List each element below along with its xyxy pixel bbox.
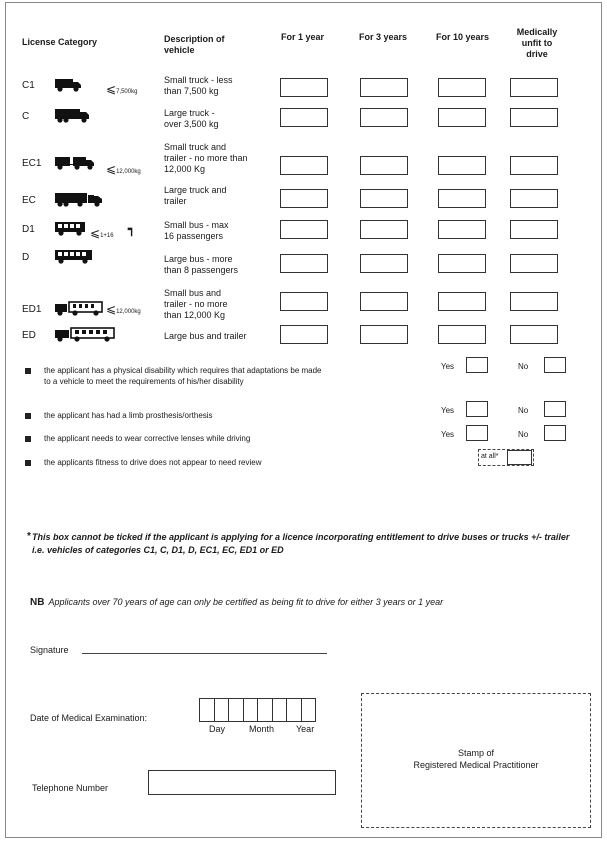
- header-description-line1: Description of: [164, 34, 225, 44]
- lenses-yes-checkbox[interactable]: [466, 425, 488, 441]
- signature-label: Signature: [30, 645, 69, 655]
- checkbox-3-years[interactable]: [360, 78, 408, 97]
- category-code: EC1: [22, 158, 42, 169]
- checkbox-10-years[interactable]: [438, 325, 486, 344]
- header-3-years: For 3 years: [359, 32, 408, 42]
- footnote-star: *: [27, 531, 31, 542]
- checkbox-3-years[interactable]: [360, 292, 408, 311]
- checkbox-1-year[interactable]: [280, 189, 328, 208]
- stamp-line2: Registered Medical Practitioner: [413, 760, 539, 770]
- category-code: ED1: [22, 304, 42, 315]
- checkbox-1-year[interactable]: [280, 292, 328, 311]
- telephone-field[interactable]: [148, 770, 336, 795]
- category-code: D: [22, 252, 30, 263]
- category-code: C: [22, 111, 30, 122]
- checkbox-unfit[interactable]: [510, 108, 558, 127]
- date-cell[interactable]: [286, 698, 302, 722]
- category-description: Small truck and trailer - no more than 12,000 Kg: [164, 142, 248, 174]
- yes-label: Yes: [441, 430, 455, 439]
- prosthesis-yes-checkbox[interactable]: [466, 401, 488, 417]
- condition-disability-line2: to a vehicle to meet the requirements of his/her disability: [44, 377, 244, 386]
- no-label: No: [518, 362, 529, 371]
- bullet: [25, 436, 31, 442]
- header-unfit-line1: Medically: [516, 27, 558, 37]
- bus-large-icon: [54, 248, 94, 269]
- category-description: Large truck - over 3,500 kg: [164, 108, 219, 129]
- checkbox-3-years[interactable]: [360, 254, 408, 273]
- date-cell[interactable]: [301, 698, 317, 722]
- header-description-line2: vehicle: [164, 45, 195, 55]
- checkbox-1-year[interactable]: [280, 108, 328, 127]
- checkbox-10-years[interactable]: [438, 156, 486, 175]
- truck-trailer-small-icon: [54, 154, 96, 175]
- header-description: [164, 34, 225, 56]
- bus-trailer-large-icon: [54, 326, 116, 347]
- checkbox-3-years[interactable]: [360, 156, 408, 175]
- date-cell[interactable]: [272, 698, 288, 722]
- header-medically-unfit: [513, 27, 561, 60]
- less-equal-icon: ⩽: [106, 82, 117, 96]
- stamp-line1: Stamp of: [457, 748, 495, 758]
- checkbox-unfit[interactable]: [510, 254, 558, 273]
- condition-no-review: the applicants fitness to drive does not appear to need review: [44, 458, 262, 467]
- date-cell[interactable]: [228, 698, 244, 722]
- checkbox-1-year[interactable]: [280, 325, 328, 344]
- condition-lenses: the applicant needs to wear corrective lenses while driving: [44, 434, 251, 443]
- checkbox-3-years[interactable]: [360, 189, 408, 208]
- date-day-label: Day: [209, 724, 226, 734]
- footnote-text: This box cannot be ticked if the applicant is applying for a licence incorporating entitlement to drive buses or trucks +/- trailer i.e. vehicles of categories C1, C, D1, D, EC1, EC, ED1 or ED: [32, 532, 570, 555]
- bus-small-icon: [54, 220, 88, 241]
- date-label: Date of Medical Examination:: [30, 713, 148, 723]
- date-cell[interactable]: [243, 698, 259, 722]
- no-label: No: [518, 406, 529, 415]
- signature-line[interactable]: [82, 653, 327, 654]
- lenses-no-checkbox[interactable]: [544, 425, 566, 441]
- category-description: Large bus and trailer: [164, 331, 247, 341]
- less-equal-icon: ⩽: [106, 162, 117, 176]
- truck-small-icon: [54, 76, 82, 97]
- checkbox-unfit[interactable]: [510, 292, 558, 311]
- checkbox-unfit[interactable]: [510, 189, 558, 208]
- date-year-label: Year: [296, 724, 315, 734]
- header-1-year: For 1 year: [281, 32, 325, 42]
- less-equal-icon: ⩽: [90, 226, 101, 240]
- category-code: EC: [22, 195, 36, 206]
- checkbox-unfit[interactable]: [510, 78, 558, 97]
- checkbox-1-year[interactable]: [280, 254, 328, 273]
- category-description: Small bus - max 16 passengers: [164, 220, 229, 241]
- header-unfit-line3: drive: [526, 49, 548, 59]
- category-description: Large bus - more than 8 passengers: [164, 254, 239, 275]
- date-cell[interactable]: [199, 698, 215, 722]
- checkbox-unfit[interactable]: [510, 325, 558, 344]
- weight-limit: ⩽12,000kg: [106, 302, 141, 316]
- yes-label: Yes: [441, 362, 455, 371]
- category-description: Small bus and trailer - no more than 12,000 Kg: [164, 288, 228, 320]
- truck-large-icon: [54, 107, 90, 128]
- nb-label: NB: [30, 597, 45, 608]
- category-code: D1: [22, 224, 35, 235]
- bullet: [25, 368, 31, 374]
- stamp-box: [361, 693, 591, 828]
- prosthesis-no-checkbox[interactable]: [544, 401, 566, 417]
- category-code: C1: [22, 80, 35, 91]
- checkbox-10-years[interactable]: [438, 220, 486, 239]
- date-cell[interactable]: [214, 698, 230, 722]
- checkbox-1-year[interactable]: [280, 78, 328, 97]
- yes-label: Yes: [441, 406, 455, 415]
- bullet: [25, 460, 31, 466]
- checkbox-10-years[interactable]: [438, 292, 486, 311]
- weight-limit: ⩽12,000kg: [106, 162, 141, 176]
- bus-trailer-small-icon: [54, 300, 104, 321]
- bullet: [25, 413, 31, 419]
- telephone-label: Telephone Number: [32, 783, 109, 793]
- at-all-label: at all*: [481, 453, 499, 460]
- category-description: Large truck and trailer: [164, 185, 227, 206]
- weight-limit: ⩽7,500kg: [106, 82, 138, 96]
- weight-limit: ⩽1+16: [90, 226, 114, 240]
- disability-yes-checkbox[interactable]: [466, 357, 488, 373]
- nb-note: [30, 597, 443, 608]
- checkbox-10-years[interactable]: [438, 189, 486, 208]
- stamp-text: [362, 747, 590, 771]
- date-cell[interactable]: [257, 698, 273, 722]
- header-unfit-line2: unfit to: [521, 38, 553, 48]
- truck-trailer-large-icon: [54, 191, 104, 212]
- checkbox-10-years[interactable]: [438, 254, 486, 273]
- date-cells[interactable]: [199, 698, 315, 722]
- date-month-label: Month: [249, 724, 275, 734]
- condition-prosthesis: the applicant has had a limb prosthesis/orthesis: [44, 411, 213, 420]
- checkbox-10-years[interactable]: [438, 78, 486, 97]
- checkbox-1-year[interactable]: [280, 220, 328, 239]
- checkbox-unfit[interactable]: [510, 156, 558, 175]
- header-10-years: For 10 years: [436, 32, 490, 42]
- checkbox-unfit[interactable]: [510, 220, 558, 239]
- seat-icon: ┑: [128, 222, 136, 236]
- condition-disability: [44, 365, 374, 387]
- condition-disability-line1: the applicant has a physical disability which requires that adaptations be made: [44, 366, 322, 375]
- no-label: No: [518, 430, 529, 439]
- disability-no-checkbox[interactable]: [544, 357, 566, 373]
- less-equal-icon: ⩽: [106, 302, 117, 316]
- category-code: ED: [22, 330, 36, 341]
- no-review-checkbox[interactable]: [507, 450, 532, 465]
- checkbox-10-years[interactable]: [438, 108, 486, 127]
- header-license-category: License Category: [22, 37, 98, 47]
- checkbox-3-years[interactable]: [360, 108, 408, 127]
- checkbox-3-years[interactable]: [360, 220, 408, 239]
- checkbox-1-year[interactable]: [280, 156, 328, 175]
- checkbox-3-years[interactable]: [360, 325, 408, 344]
- nb-text: Applicants over 70 years of age can only be certified as being fit to drive for either 3 years or 1 year: [48, 597, 444, 607]
- category-description: Small truck - less than 7,500 kg: [164, 75, 233, 96]
